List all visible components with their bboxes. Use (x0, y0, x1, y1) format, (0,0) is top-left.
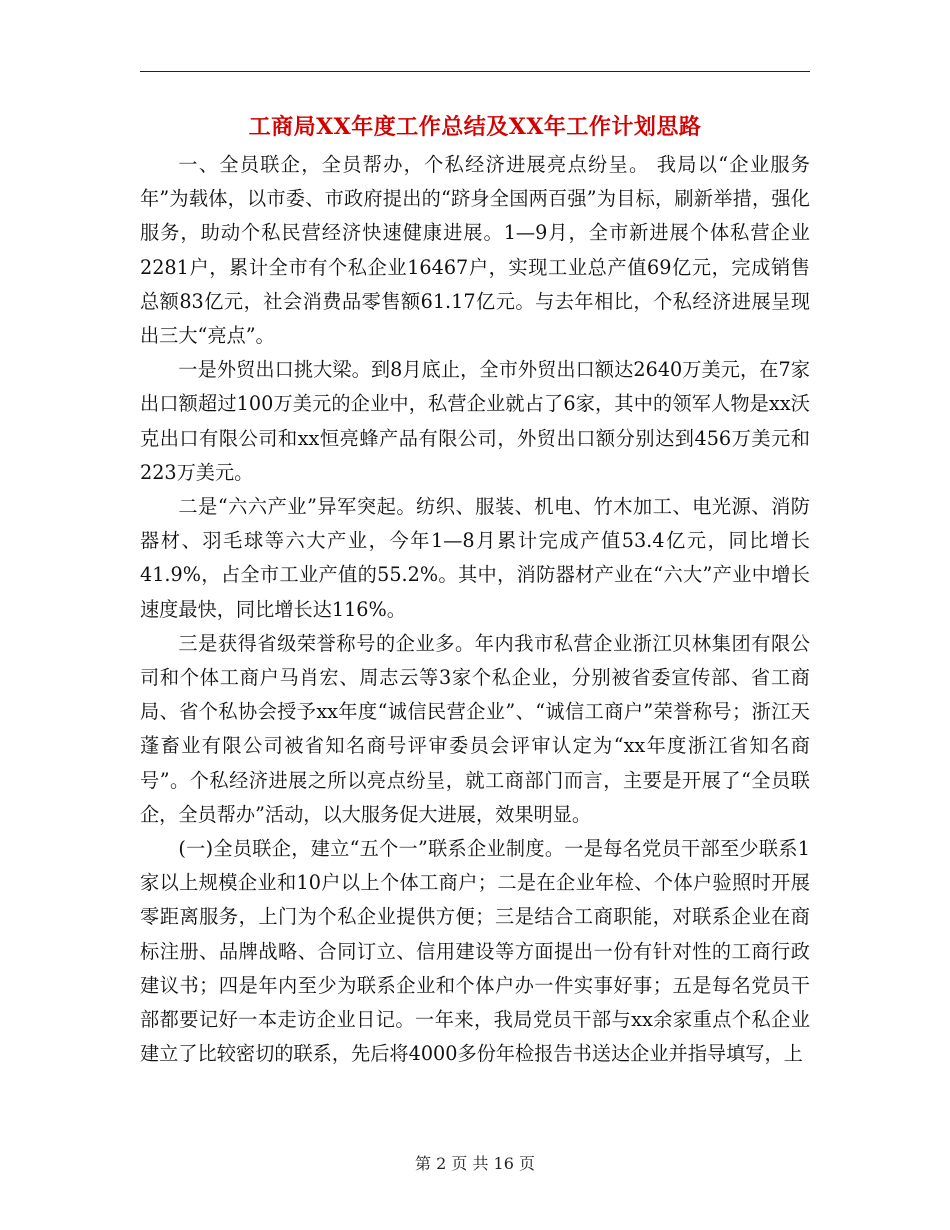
document-body (140, 148, 810, 1071)
paragraph-1: 一、全员联企，全员帮办，个私经济进展亮点纷呈。 我局以“企业服务年”为载体，以市委、市政府提出的“跻身全国两百强”为目标，刷新举措，强化服务，助动个私民营经济快速健康进展。1—9月，全市新进展个体私营企业2281户，累计全市有个私企业16467户，实现工业总产值69亿元，完成销售总额83亿元，社会消费品零售额61.17亿元。与去年相比，个私经济进展呈现出三大“亮点”。 (140, 153, 811, 348)
paragraph-3: 二是“六六产业”异军突起。纺织、服装、机电、竹木加工、电光源、消防器材、羽毛球等六大产业，今年1—8月累计完成产值53.4亿元，同比增长41.9%，占全市工业产值的55.2%。其中，消防器材产业在“六大”产业中增长速度最快，同比增长达116%。 (140, 495, 810, 621)
header-rule (140, 71, 810, 72)
paragraph-4: 三是获得省级荣誉称号的企业多。年内我市私营企业浙江贝林集团有限公司和个体工商户马肖宏、周志云等3家个私企业，分别被省委宣传部、省工商局、省个私协会授予xx年度“诚信民营企业”、“诚信工商户”荣誉称号；浙江天蓬畜业有限公司被省知名商号评审委员会评审认定为“xx年度浙江省知名商号”。个私经济进展之所以亮点纷呈，就工商部门而言，主要是开展了“全员联企，全员帮办”活动，以大服务促大进展，效果明显。 (140, 631, 810, 826)
paragraph-2: 一是外贸出口挑大梁。到8月底止，全市外贸出口额达2640万美元，在7家出口额超过100万美元的企业中，私营企业就占了6家，其中的领军人物是xx沃克出口有限公司和xx恒亮蜂产品有限公司，外贸出口额分别达到456万美元和223万美元。 (140, 358, 810, 484)
document-title: 工商局XX年度工作总结及XX年工作计划思路 (248, 114, 702, 140)
page-footer: 第 2 页 共 16 页 (415, 1154, 535, 1173)
paragraph-5: (一)全员联企，建立“五个一”联系企业制度。一是每名党员干部至少联系1家以上规模企业和10户以上个体工商户；二是在企业年检、个体户验照时开展零距离服务，上门为个私企业提供方便；三是结合工商职能，对联系企业在商标注册、品牌战略、合同订立、信用建设等方面提出一份有针对性的工商行政建议书；四是年内至少为联系企业和个体户办一件实事好事；五是每名党员干部都要记好一本走访企业日记。一年来，我局党员干部与xx余家重点个私企业建立了比较密切的联系，先后将4000多份年检报告书送达企业并指导填写，上 (140, 837, 810, 1066)
